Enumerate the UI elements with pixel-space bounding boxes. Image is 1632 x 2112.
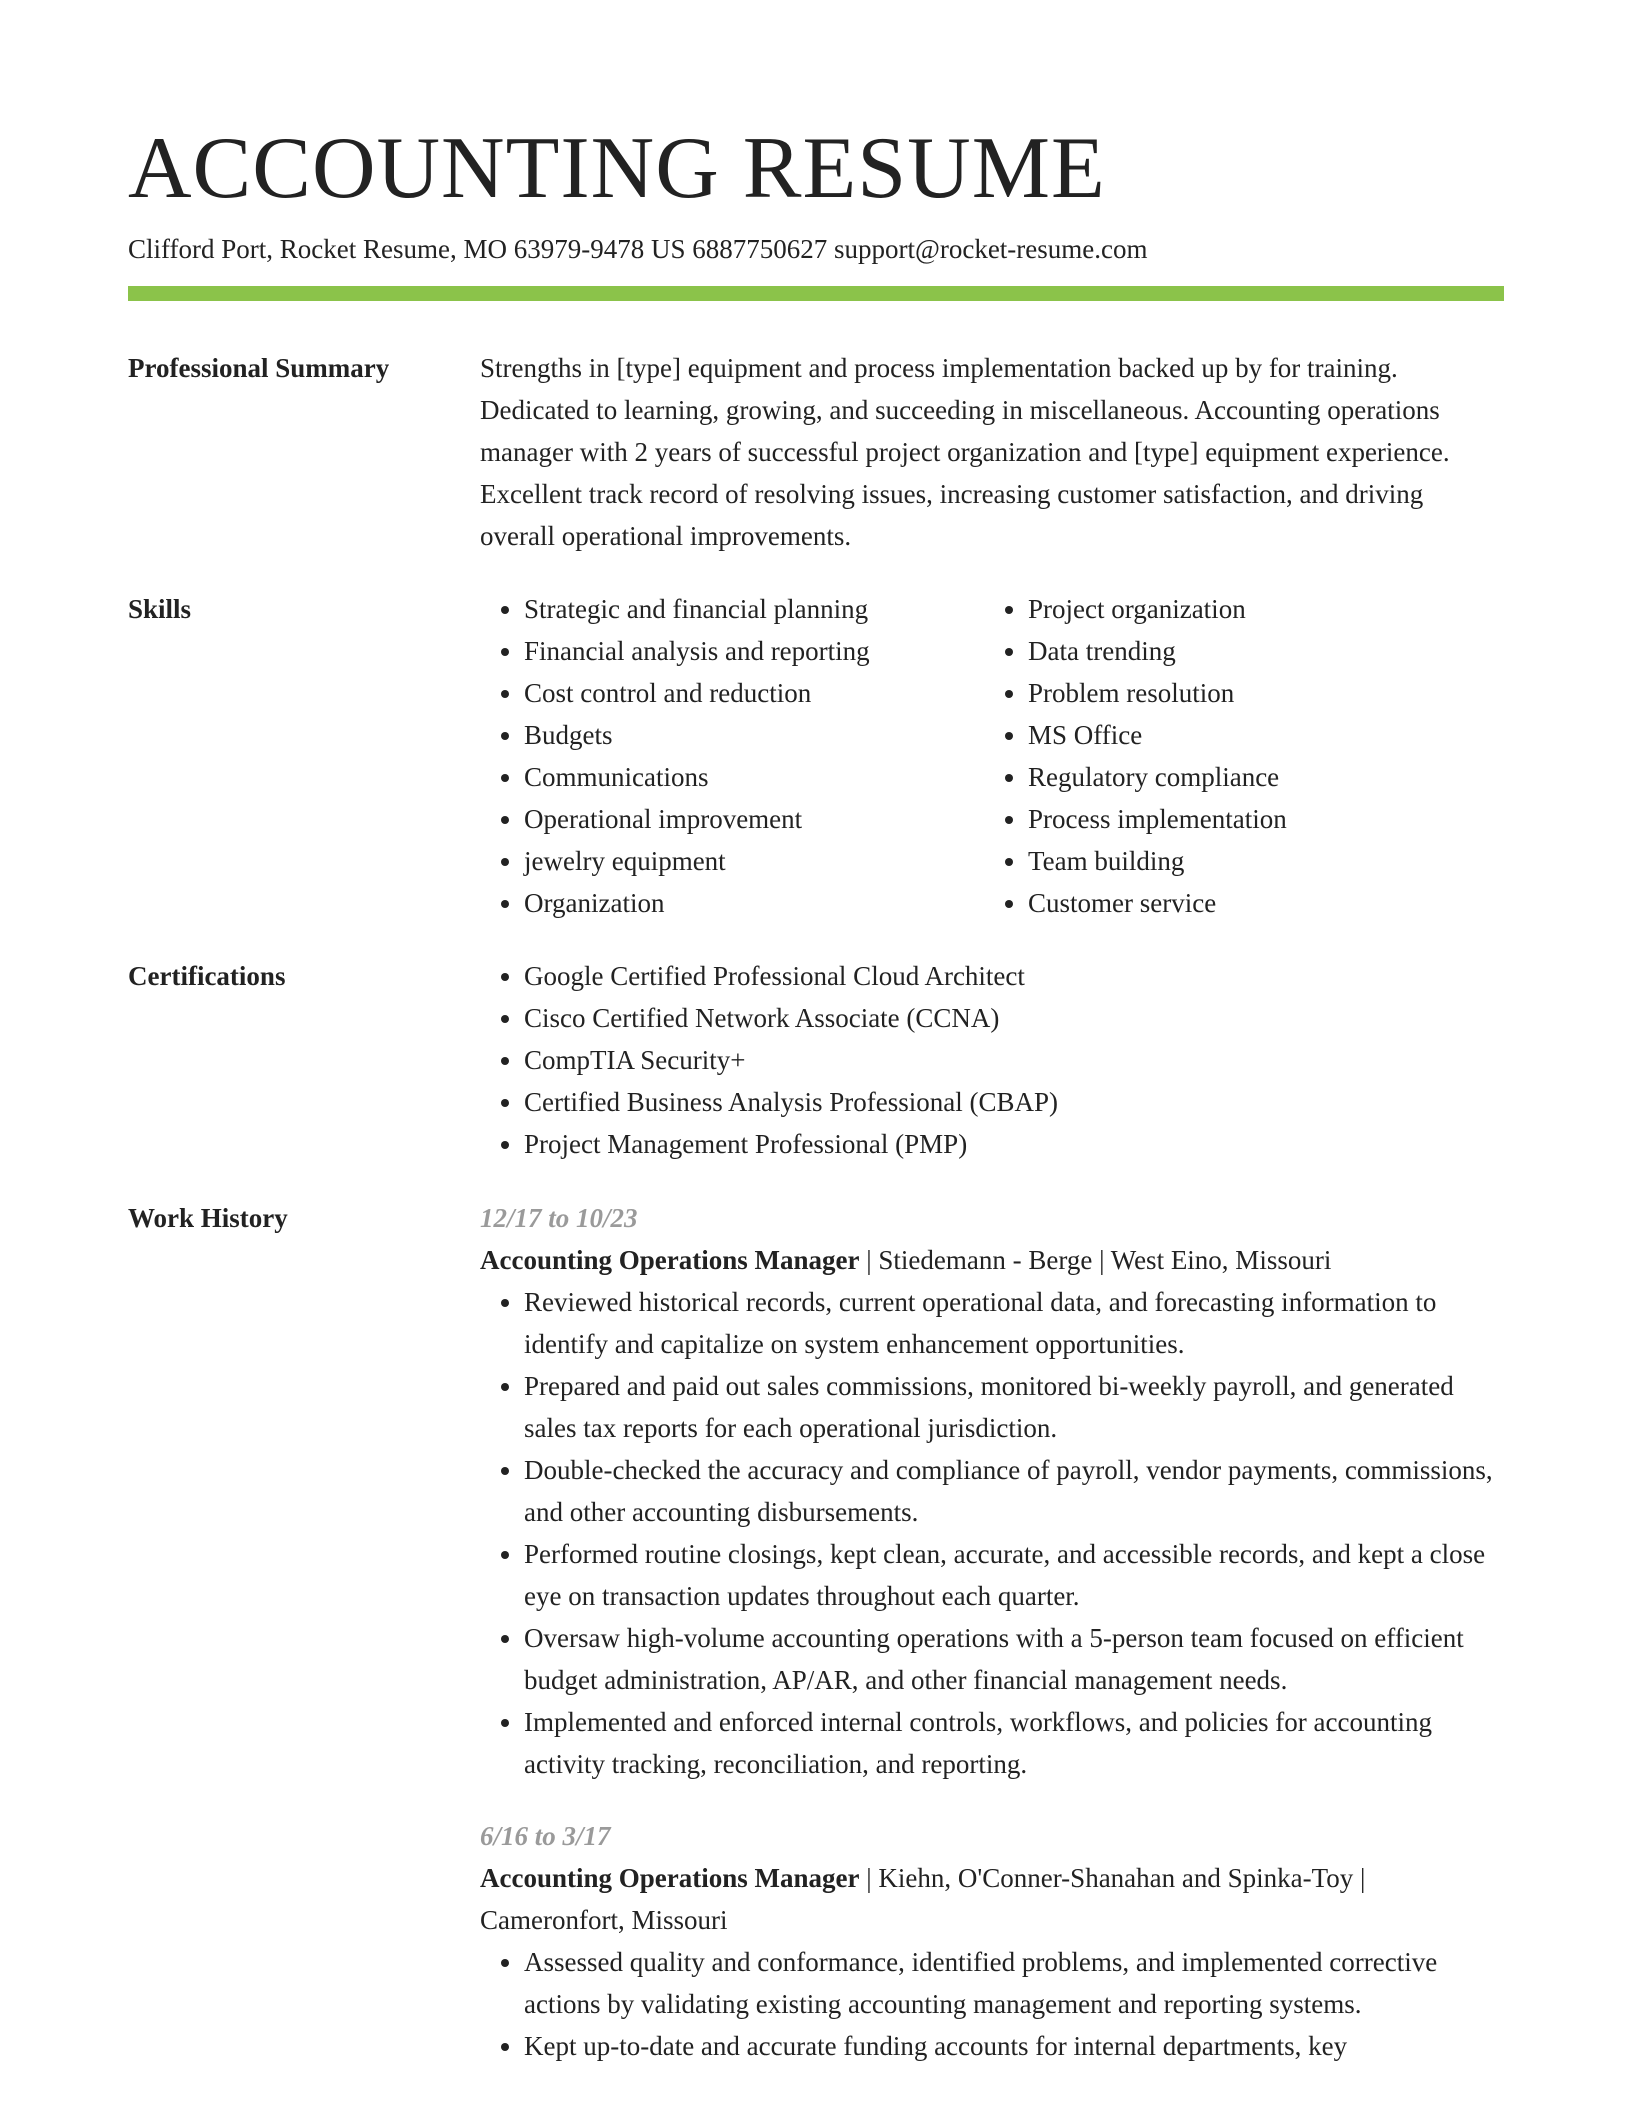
job-details: | Stiedemann - Berge | West Eino, Missouri [859, 1245, 1332, 1275]
work-history-heading: Work History [128, 1203, 288, 1233]
job-dates: 12/17 to 10/23 [480, 1203, 638, 1233]
skills-columns [480, 588, 1504, 924]
job-bullet: • Implemented and enforced internal controls, workflows, and policies for accounting activity tracking, reconciliation, and reporting. [524, 1701, 1504, 1785]
skill-item: • Team building [1028, 840, 1488, 882]
certification-item: • Certified Business Analysis Professional (CBAP) [524, 1081, 1504, 1123]
certification-item: • Cisco Certified Network Associate (CCNA) [524, 997, 1504, 1039]
job-bullet: • Oversaw high-volume accounting operations with a 5-person team focused on efficient budget administration, AP/AR, and other financial management needs. [524, 1617, 1504, 1701]
certifications-body [480, 955, 1504, 1165]
skill-item: • Data trending [1028, 630, 1488, 672]
skill-item: • Strategic and financial planning [524, 588, 984, 630]
job-entry [480, 1815, 1504, 2067]
job-bullets [480, 1941, 1504, 2067]
skill-item: • Process implementation [1028, 798, 1488, 840]
certification-item: • Google Certified Professional Cloud Architect [524, 955, 1504, 997]
skill-item: • Budgets [524, 714, 984, 756]
job-bullets [480, 1281, 1504, 1785]
skill-item: • Problem resolution [1028, 672, 1488, 714]
certifications-heading: Certifications [128, 961, 286, 991]
skill-item: • Organization [524, 882, 984, 924]
contact-line: Clifford Port, Rocket Resume, MO 63979-9478 US 6887750627 support@rocket-resume.com [128, 234, 1148, 264]
job-details: | Kiehn, O'Conner-Shanahan and Spinka-Toy | Cameronfort, Missouri [480, 1863, 1366, 1935]
certifications-list [480, 955, 1504, 1165]
job-spacer [480, 1785, 1504, 1815]
skill-item: • Communications [524, 756, 984, 798]
skill-item: • Customer service [1028, 882, 1488, 924]
summary-text: Strengths in [type] equipment and process implementation backed up by for training. Dedicated to learning, growing, and succeeding in miscellaneous. Accounting operations manager with 2 years of successful project organization and [type] equipment experience. Excellent track record of resolving issues, increasing customer satisfaction, and driving overall operational improvements. [480, 353, 1450, 551]
job-bullet: • Reviewed historical records, current operational data, and forecasting information to identify and capitalize on system enhancement opportunities. [524, 1281, 1504, 1365]
skills-list-left [480, 588, 984, 924]
job-title: Accounting Operations Manager [480, 1245, 860, 1275]
certification-item: • Project Management Professional (PMP) [524, 1123, 1504, 1165]
skills-column-left [480, 588, 984, 924]
skill-item: • jewelry equipment [524, 840, 984, 882]
job-entry [480, 1197, 1504, 1785]
header-divider [128, 286, 1504, 301]
skill-item: • Project organization [1028, 588, 1488, 630]
job-bullet: • Double-checked the accuracy and compliance of payroll, vendor payments, commissions, and other accounting disbursements. [524, 1449, 1504, 1533]
job-dates: 6/16 to 3/17 [480, 1821, 611, 1851]
certification-item: • CompTIA Security+ [524, 1039, 1504, 1081]
work-history-body [480, 1197, 1504, 2067]
job-bullet: • Kept up-to-date and accurate funding accounts for internal departments, key [524, 2025, 1504, 2067]
skill-item: • Operational improvement [524, 798, 984, 840]
summary-heading: Professional Summary [128, 353, 390, 383]
skills-column-right [984, 588, 1488, 924]
skills-list-right [984, 588, 1488, 924]
skill-item: • Financial analysis and reporting [524, 630, 984, 672]
job-bullet: • Performed routine closings, kept clean, accurate, and accessible records, and kept a close eye on transaction updates throughout each quarter. [524, 1533, 1504, 1617]
skill-item: • MS Office [1028, 714, 1488, 756]
skills-body [480, 588, 1504, 924]
job-bullet: • Prepared and paid out sales commissions, monitored bi-weekly payroll, and generated sales tax reports for each operational jurisdiction. [524, 1365, 1504, 1449]
skills-heading: Skills [128, 594, 192, 624]
job-heading [480, 1239, 1504, 1281]
resume-title: ACCOUNTING RESUME [128, 120, 1106, 217]
job-heading [480, 1857, 1504, 1941]
summary-body [480, 347, 1504, 557]
skill-item: • Cost control and reduction [524, 672, 984, 714]
job-bullet: • Assessed quality and conformance, identified problems, and implemented corrective actions by validating existing accounting management and reporting systems. [524, 1941, 1504, 2025]
skill-item: • Regulatory compliance [1028, 756, 1488, 798]
job-title: Accounting Operations Manager [480, 1863, 860, 1893]
